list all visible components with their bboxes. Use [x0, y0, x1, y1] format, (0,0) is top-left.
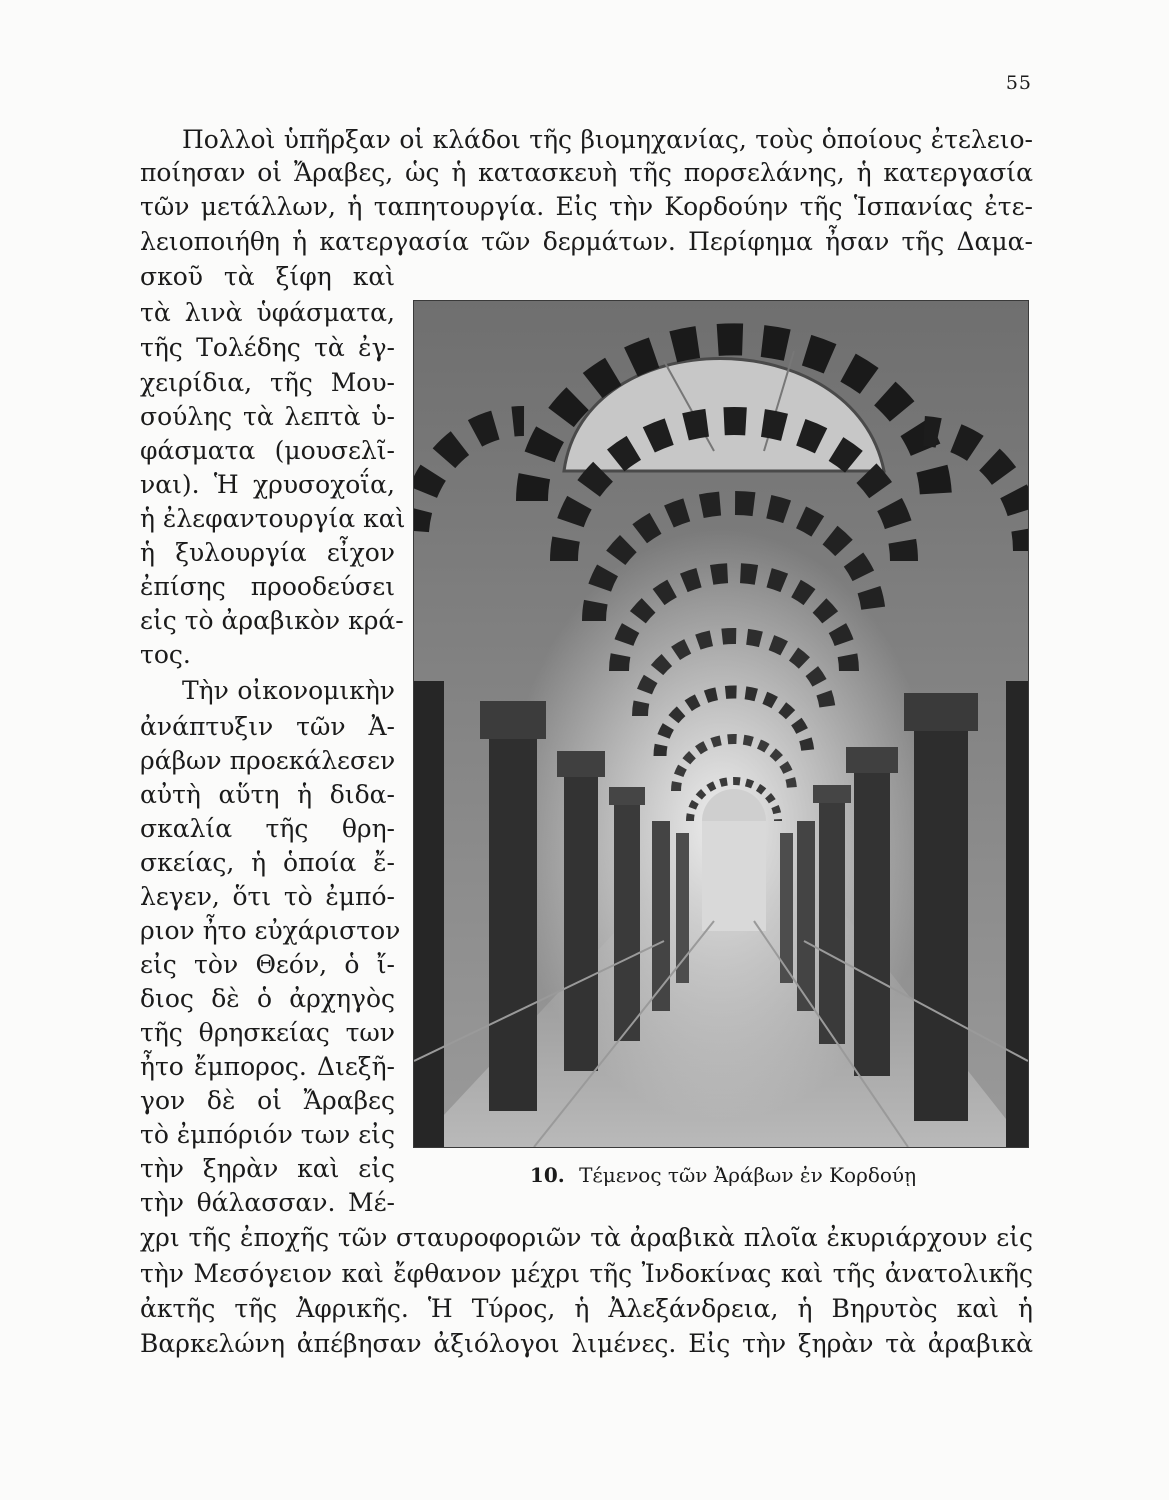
column-line: σκείας, ἡ ὁποία ἔ-	[140, 848, 395, 877]
text-line: τῶν μετάλλων, ἡ ταπητουργία. Εἰς τὴν Κορδούην τῆς Ἱσπανίας ἐτε-	[140, 192, 1033, 221]
text-line: τὴν Μεσόγειον καὶ ἔφθανον μέχρι τῆς Ἰνδοκίνας καὶ τῆς ἀνατολικῆς	[140, 1259, 1033, 1288]
column-line: ναι). Ἡ χρυσοχοΐα,	[140, 470, 395, 499]
column-line: ἐπίσης προοδεύσει	[140, 572, 395, 601]
column-line: εἰς τὸ ἀραβικὸν κρά-	[140, 606, 404, 635]
text-line: λειοποιήθη ἡ κατεργασία τῶν δερμάτων. Περίφημα ἦσαν τῆς Δαμα-	[140, 227, 1033, 256]
column-line: γον δὲ οἱ Ἄραβες	[140, 1086, 395, 1115]
column-line: τὸ ἐμπόριόν των εἰς	[140, 1120, 395, 1149]
text-line: ἀκτῆς τῆς Ἀφρικῆς. Ἡ Τύρος, ἡ Ἀλεξάνδρεια, ἡ Βηρυτὸς καὶ ἡ	[140, 1294, 1033, 1323]
column-line: ράβων προεκάλεσεν	[140, 746, 396, 775]
figure-number: 10.	[529, 1163, 565, 1187]
column-line: σκοῦ τὰ ξίφη καὶ	[140, 262, 395, 291]
column-line: τῆς θρησκείας των	[140, 1018, 395, 1047]
column-line: σκαλία τῆς θρη-	[140, 814, 395, 843]
page-number: 55	[1005, 72, 1032, 94]
text-line: ποίησαν οἱ Ἄραβες, ὡς ἡ κατασκευὴ τῆς πορσελάνης, ἡ κατεργασία	[140, 158, 1033, 187]
column-line: διος δὲ ὁ ἀρχηγὸς	[140, 984, 395, 1013]
column-line: σούλης τὰ λεπτὰ ὑ-	[140, 402, 395, 431]
column-line: ριον ἦτο εὐχάριστον	[140, 916, 401, 945]
column-line: χειρίδια, τῆς Μου-	[140, 368, 395, 397]
column-line: τὰ λινὰ ὑφάσματα,	[140, 298, 395, 327]
column-line: ἦτο ἔμπορος. Διεξῆ-	[140, 1052, 395, 1081]
column-line: τῆς Τολέδης τὰ ἐγ-	[140, 333, 395, 362]
column-line: λεγεν, ὅτι τὸ ἐμπό-	[140, 882, 395, 911]
mosque-photo	[413, 300, 1029, 1148]
column-line: ἡ ξυλουργία εἶχον	[140, 538, 395, 567]
column-line: αὐτὴ αὕτη ἡ διδα-	[140, 780, 395, 809]
column-line: τὴν ξηρὰν καὶ εἰς	[140, 1154, 395, 1183]
column-line: ἡ ἐλεφαντουργία καὶ	[140, 504, 406, 533]
text-line: Βαρκελώνη ἀπέβησαν ἀξιόλογοι λιμένες. Εἰς τὴν ξηρὰν τὰ ἀραβικὰ	[140, 1329, 1033, 1358]
column-line: φάσματα (μουσελῖ-	[140, 436, 395, 465]
column-line: ἀνάπτυξιν τῶν Ἀ-	[140, 712, 395, 741]
column-line: Τὴν οἰκονομικὴν	[182, 676, 395, 705]
column-line: τὴν θάλασσαν. Μέ-	[140, 1188, 395, 1217]
text-line: χρι τῆς ἐποχῆς τῶν σταυροφοριῶν τὰ ἀραβικὰ πλοῖα ἐκυριάρχουν εἰς	[140, 1223, 1033, 1252]
column-line: εἰς τὸν Θεόν, ὁ ἴ-	[140, 950, 395, 979]
text-line: Πολλοὶ ὑπῆρξαν οἱ κλάδοι τῆς βιομηχανίας, τοὺς ὁποίους ἐτελειο-	[182, 125, 1033, 154]
figure-caption	[413, 1162, 1033, 1188]
column-line: τος.	[140, 640, 191, 669]
figure-caption-text: Τέμενος τῶν Ἀράβων ἐν Κορδούῃ	[579, 1163, 917, 1187]
